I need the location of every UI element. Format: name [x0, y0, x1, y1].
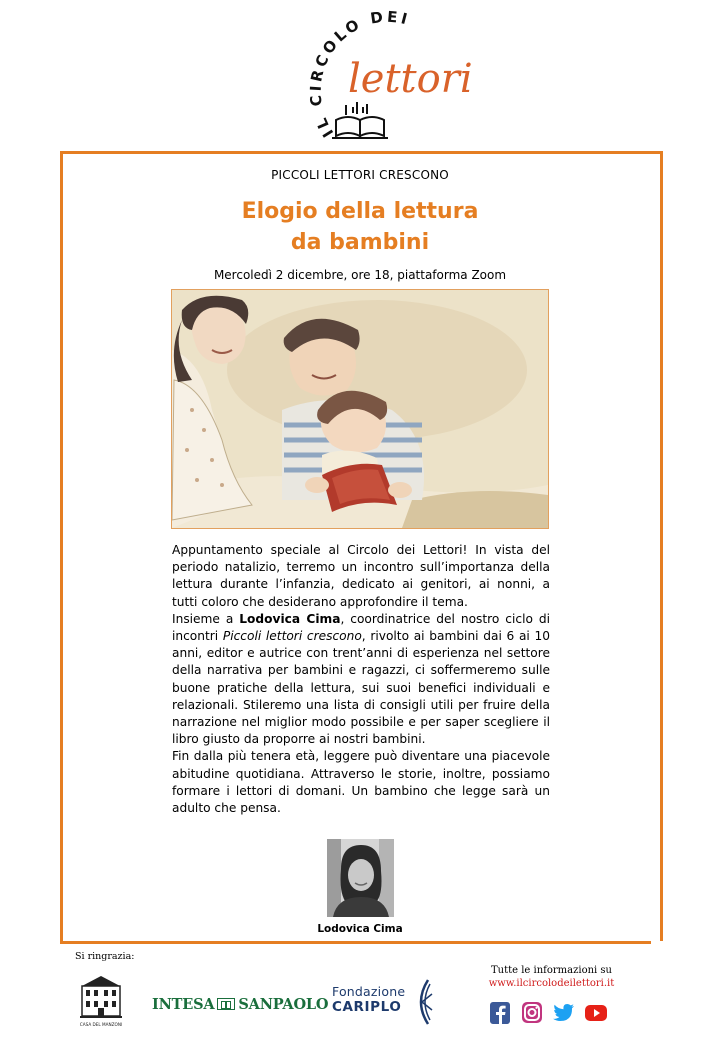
intesa-left: INTESA [152, 995, 215, 1013]
info-label: Tutte le informazioni su [490, 965, 612, 976]
footer-divider [60, 941, 651, 944]
event-date: Mercoledì 2 dicembre, ore 18, piattaforma Zoom [213, 268, 507, 282]
youtube-icon[interactable] [584, 1002, 608, 1024]
social-links [488, 1002, 608, 1024]
intesa-mark-icon [217, 998, 235, 1010]
twitter-icon[interactable] [552, 1002, 576, 1024]
thanks-label: Si ringrazia: [75, 951, 135, 962]
intesa-sanpaolo-logo[interactable] [152, 994, 328, 1014]
intesa-right: SANPAOLO [238, 995, 329, 1013]
event-title-line1: Elogio della lettura [241, 199, 479, 224]
p2-end: , rivolto ai bambini dai 6 ai 10 anni, editor e autrice con trent’anni di esperienza nel settore della narrativa per bambini e ragazzi, ci soffermeremo sulle buone pratiche della lettura, sui suoi benefici individuali e relazionali. Stileremo una lista di consigli utili per fruire della narrazione nel miglior modo possibile e per saper scegliere il libro giusto da proporre ai nostri bambini. [172, 629, 550, 747]
description-paragraph-2 [172, 611, 550, 749]
cariplo-top-text: Fondazione [332, 984, 406, 999]
description-paragraph-3: Fin dalla più tenera età, leggere può diventare una piacevole abitudine quotidiana. Attraverso le storie, inoltre, possiamo formare i lettori di domani. Un bambino che legge sarà un adulto che pensa. [172, 749, 550, 816]
facebook-icon[interactable] [488, 1002, 512, 1024]
casa-label: CASA DEL MANZONI [79, 1022, 123, 1027]
portrait-caption: Lodovica Cima [317, 923, 403, 935]
open-book-icon [332, 117, 388, 138]
event-series: PICCOLI LETTORI CRESCONO [271, 168, 449, 182]
event-description [172, 542, 550, 817]
casa-del-manzoni-logo[interactable] [78, 972, 124, 1030]
family-reading-illustration [171, 289, 549, 529]
series-name: Piccoli lettori crescono [222, 629, 362, 644]
p2-mid: , coordinatrice del nostro ciclo di incontri [172, 611, 551, 644]
instagram-icon[interactable] [520, 1002, 544, 1024]
speaker-portrait [327, 839, 394, 917]
event-title-line2: da bambini [290, 230, 430, 255]
fondazione-cariplo-logo[interactable] [332, 978, 442, 1028]
speaker-name: Lodovica Cima [239, 611, 341, 626]
cariplo-mark-icon [412, 978, 434, 1026]
circolo-logo[interactable] [300, 8, 480, 148]
p2-lead: Insieme a [172, 611, 240, 626]
cariplo-bottom-text: CARIPLO [332, 999, 402, 1015]
logo-arc-text: IL CIRCOLO DEI [306, 8, 413, 141]
website-link[interactable]: www.ilcircolodeilettori.it [488, 978, 615, 989]
logo-wordmark: lettori [348, 56, 473, 102]
description-paragraph-1: Appuntamento speciale al Circolo dei Lettori! In vista del periodo natalizio, terremo un incontro sull’importanza della lettura durante l’infanzia, dedicato ai genitori, ai nonni, a tutti coloro che desiderano approfondire il tema. [172, 543, 550, 609]
event-title [0, 196, 720, 258]
